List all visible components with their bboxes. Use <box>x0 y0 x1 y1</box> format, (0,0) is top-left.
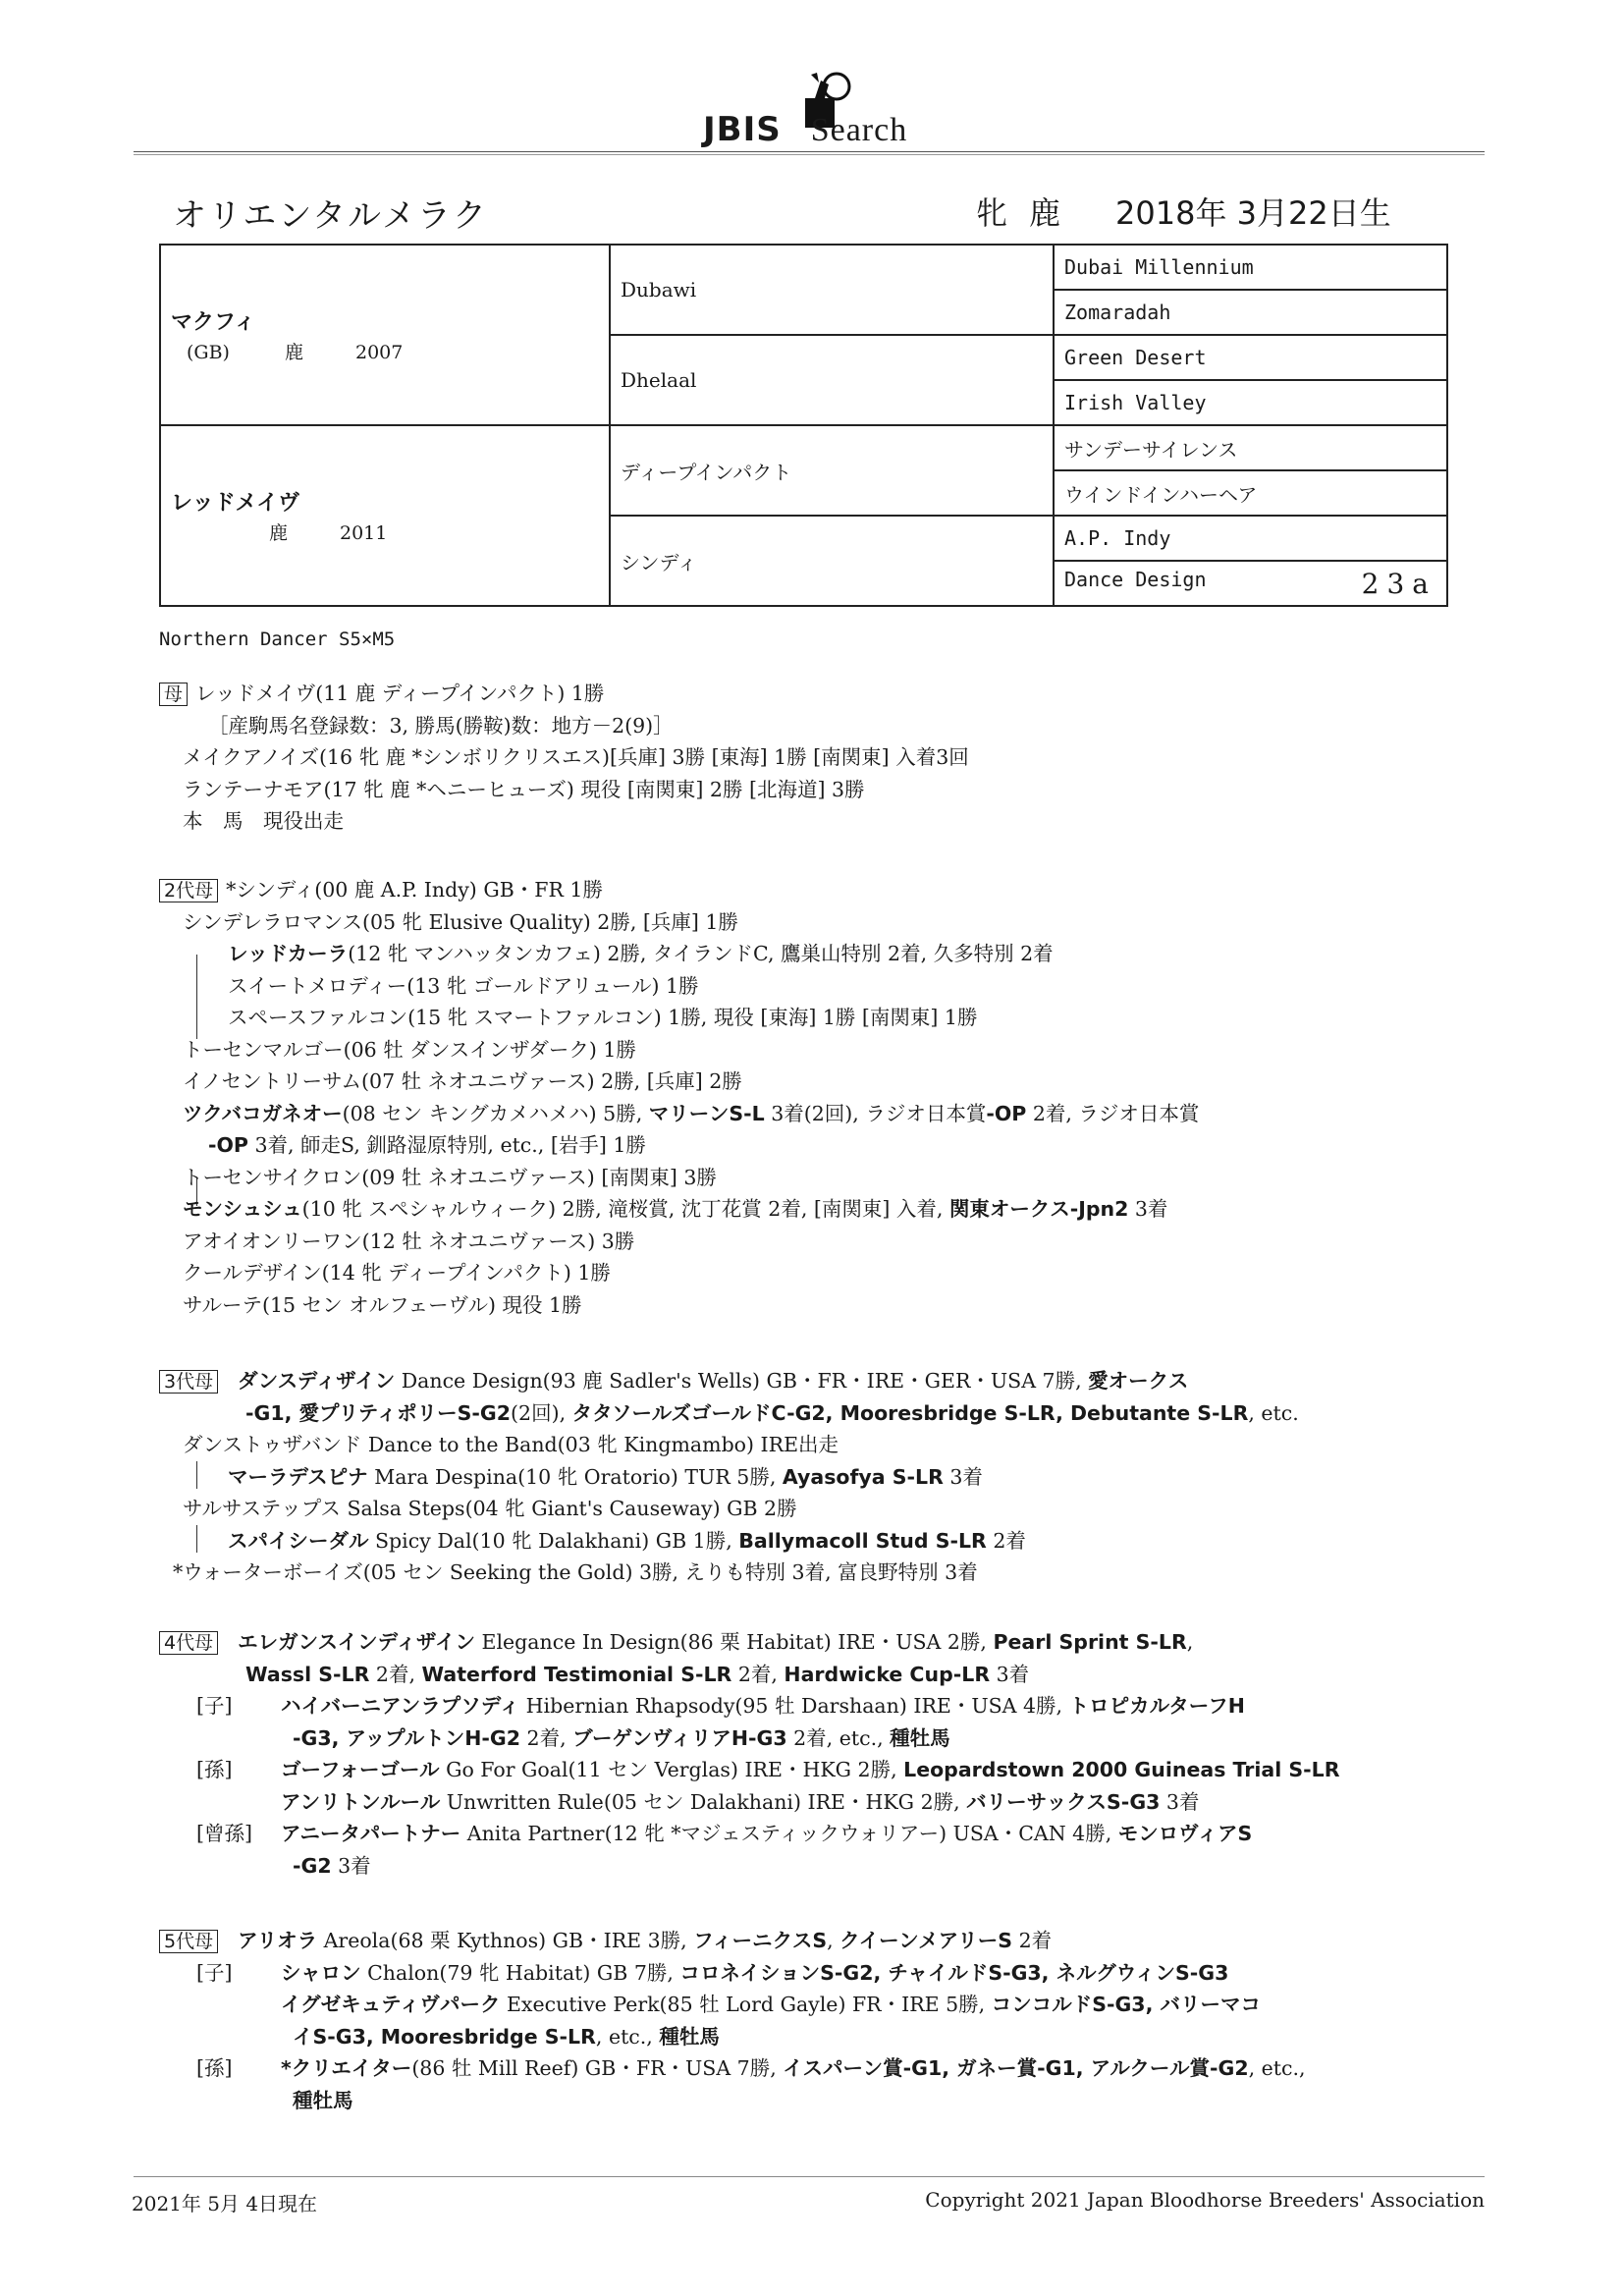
record-text: , etc., <box>595 2024 660 2049</box>
bold-horse-name: ハイバーニアンラプソディ <box>281 1694 520 1718</box>
record-text: 2着, etc., <box>786 1725 891 1750</box>
ggp-8 <box>1054 561 1447 606</box>
offspring-line: スイートメロディー(13 牝 ゴールドアリュール) 1勝 <box>228 973 699 998</box>
ggp-5: サンデーサイレンス <box>1054 425 1447 470</box>
race-name: Hardwicke Cup-LR <box>784 1662 991 1686</box>
ggp-8-name: Dance Design <box>1064 567 1207 591</box>
offspring-line: イノセントリーサム(07 牡 ネオユニヴァース) 2勝, [兵庫] 2勝 <box>183 1069 742 1093</box>
horse-dob: 2018年 3月22日生 <box>1115 194 1391 232</box>
race-name: クイーンメアリーS <box>839 1929 1013 1952</box>
section-tag: 3代母 <box>159 1370 218 1394</box>
offspring-line: トーセンサイクロン(09 牡 ネオユニヴァース) [南関東] 3勝 <box>183 1165 717 1189</box>
record-text: , <box>827 1929 840 1952</box>
race-name: Wassl S-LR <box>245 1662 370 1686</box>
race-name: Ballymacoll Stud S-LR <box>738 1528 987 1553</box>
stallion-note: 種牡馬 <box>659 2024 720 2049</box>
header-divider <box>134 151 1485 155</box>
record-text: Dance Design(93 鹿 Sadler's Wells) GB・FR・IRE・GER・USA 7勝, <box>395 1369 1089 1393</box>
race-name: フィーニクスS <box>693 1929 828 1952</box>
record-text: Go For Goal(11 セン Verglas) IRE・HKG 2勝, <box>439 1758 904 1781</box>
third-dam-line <box>159 1365 1299 1397</box>
race-name: -G3, アップルトンH-G2 <box>293 1725 521 1750</box>
race-grade: -OP <box>986 1101 1027 1125</box>
section-third-dam <box>159 1365 1299 1589</box>
race-grade: -G2 <box>293 1853 332 1878</box>
offspring-line <box>159 1525 1299 1558</box>
sibling-line: メイクアノイズ(16 牝 鹿 *シンボリクリスエス)[兵庫] 3勝 [東海] 1勝 [南関東] 入着3回 <box>183 745 969 769</box>
record-text: 2着, <box>369 1662 422 1686</box>
descendant-line <box>159 1989 1306 2021</box>
record-continued <box>159 1850 1340 1883</box>
race-name: タタソールズゴールドC-G2, Mooresbridge S-LR, Debutante S-LR <box>571 1400 1249 1425</box>
ggp-7: A.P. Indy <box>1054 516 1447 561</box>
offspring-line: サルーテ(15 セン オルフェーヴル) 現役 1勝 <box>183 1292 582 1317</box>
section-tag: 2代母 <box>159 879 218 902</box>
bold-horse-name: ゴーフォーゴール <box>281 1758 440 1781</box>
sire-details <box>171 338 599 364</box>
record-text: 2着, ラジオ日本賞 <box>1026 1101 1200 1125</box>
sire-name: マクフィ <box>171 310 256 335</box>
dam-record: レッドメイヴ(11 鹿 ディープインパクト) 1勝 <box>195 682 605 705</box>
race-name: コロネイションS-G2, チャイルドS-G3, ネルグウィンS-G3 <box>679 1960 1229 1985</box>
bold-horse-name: イグゼキュティヴパーク <box>281 1993 501 2016</box>
record-text: 3着 <box>1160 1789 1200 1814</box>
bold-horse-name: エレガンスインディザイン <box>238 1630 475 1654</box>
record-text: Hibernian Rhapsody(95 牡 Darshaan) IRE・USA 4勝, <box>519 1694 1069 1718</box>
record-text: , etc. <box>1248 1400 1299 1425</box>
section-fourth-dam <box>159 1626 1340 1882</box>
horse-name: オリエンタルメラク <box>173 196 488 236</box>
offspring-line: シンデレラロマンス(05 牝 Elusive Quality) 2勝, [兵庫] 1勝 <box>183 909 738 934</box>
bold-horse-name: シャロン <box>281 1960 361 1985</box>
record-text: 3着(2回), ラジオ日本賞 <box>764 1101 987 1125</box>
record-text: 2着, <box>731 1662 785 1686</box>
bold-horse-name: アンリトンルール <box>281 1789 441 1814</box>
pedigree-table <box>159 244 1448 607</box>
record-continued <box>159 1722 1340 1755</box>
record-continued <box>159 1397 1299 1430</box>
jbis-search-logo <box>703 71 939 149</box>
bold-horse-name: スパイシーダル <box>228 1528 369 1553</box>
offspring-line: アオイオンリーワン(12 牡 ネオユニヴァース) 3勝 <box>183 1229 635 1253</box>
record-text: Areola(68 栗 Kythnos) GB・IRE 3勝, <box>317 1929 694 1952</box>
ggp-1: Dubai Millennium <box>1054 245 1447 290</box>
offspring-line <box>159 1129 1199 1162</box>
record-text: 3着 <box>943 1464 983 1489</box>
offspring-line: トーセンマルゴー(06 牡 ダンスインザダーク) 1勝 <box>183 1037 636 1062</box>
offspring-line: サルサステップス Salsa Steps(04 牝 Giant's Causeway) GB 2勝 <box>183 1497 797 1520</box>
inbreeding-note: Northern Dancer S5×M5 <box>159 629 396 650</box>
stallion-note: 種牡馬 <box>890 1725 950 1750</box>
section-fifth-dam <box>159 1925 1306 2116</box>
sibling-line: ランテーナモア(17 牝 鹿 *ヘニーヒューズ) 現役 [南関東] 2勝 [北海道] 3勝 <box>183 777 865 801</box>
race-name: トロピカルターフH <box>1068 1694 1245 1718</box>
dam-line <box>159 678 969 710</box>
generation-prefix: [子] <box>196 1960 233 1985</box>
bold-horse-name: レッドカーラ <box>228 942 349 965</box>
record-text: 2着 <box>1012 1929 1053 1952</box>
ggp-2: Zomaradah <box>1054 290 1447 335</box>
dam-sire-cell: ディープインパクト <box>610 425 1054 516</box>
race-name: バリーサックスS-G3 <box>966 1789 1161 1814</box>
section-second-dam <box>159 874 1199 1321</box>
record-text: , <box>1186 1630 1194 1654</box>
offspring-line: *ウォーターボーイズ(05 セン Seeking the Gold) 3勝, えりも特別 3着, 富良野特別 3着 <box>173 1560 978 1584</box>
descendant-line <box>159 2052 1306 2085</box>
record-text: (12 牝 マンハッタンカフェ) 2勝, タイランドC, 鷹巣山特別 2着, 久多特別 2着 <box>348 942 1054 965</box>
bold-horse-name: ツクバコガネオー <box>183 1101 343 1125</box>
generation-prefix: [子] <box>196 1694 233 1718</box>
sire-country: (GB) <box>187 342 230 363</box>
race-name: 愛オークス <box>1088 1369 1189 1393</box>
second-dam-record: *シンディ(00 鹿 A.P. Indy) GB・FR 1勝 <box>226 878 603 902</box>
record-text: Elegance In Design(86 栗 Habitat) IRE・USA 2勝, <box>475 1630 994 1654</box>
section-tag: 母 <box>159 683 188 706</box>
sire-year: 2007 <box>355 342 404 363</box>
record-text: (86 牡 Mill Reef) GB・FR・USA 7勝, <box>411 2056 784 2080</box>
record-text: (08 セン キングカメハメハ) 5勝, <box>342 1101 649 1125</box>
record-text: Spicy Dal(10 牝 Dalakhani) GB 1勝, <box>368 1528 739 1553</box>
generation-prefix: [孫] <box>196 1758 233 1781</box>
race-name: Leopardstown 2000 Guineas Trial S-LR <box>903 1758 1340 1781</box>
race-name: マリーンS-L <box>648 1101 765 1125</box>
generation-prefix: [曾孫] <box>196 1822 252 1845</box>
bold-horse-name: アニータパートナー <box>281 1822 461 1845</box>
offspring-line <box>159 1098 1199 1130</box>
race-name: Ayasofya S-LR <box>782 1464 944 1489</box>
offspring-line <box>159 938 1199 970</box>
dam-details <box>171 519 599 545</box>
bold-horse-name: モンシュシュ <box>183 1197 302 1221</box>
record-text: 3着 <box>990 1662 1030 1686</box>
dam-produce-summary: ［産駒馬名登録数：3, 勝馬(勝鞍)数：地方－2(9)］ <box>208 713 674 738</box>
record-text: 3着 <box>331 1853 371 1878</box>
dam-year: 2011 <box>340 522 388 544</box>
ggp-3: Green Desert <box>1054 335 1447 380</box>
descendant-line <box>159 1690 1340 1722</box>
record-text: (10 牝 スペシャルウィーク) 2勝, 滝桜賞, 沈丁花賞 2着, [南関東] 入着, <box>301 1197 949 1221</box>
race-name: コンコルドS-G3, バリーマコ <box>991 1993 1261 2016</box>
record-text: (2回), <box>511 1400 572 1425</box>
bold-horse-name: アリオラ <box>238 1929 318 1952</box>
record-text: 3着, 師走S, 釧路湿原特別, etc., [岩手] 1勝 <box>247 1133 646 1157</box>
offspring-line: クールデザイン(14 牝 ディープインパクト) 1勝 <box>183 1261 611 1285</box>
bold-horse-name: *クリエイター <box>281 2056 412 2080</box>
copyright: Copyright 2021 Japan Bloodhorse Breeders' Association <box>925 2188 1485 2212</box>
race-grade: -OP <box>208 1133 248 1157</box>
fourth-dam-line <box>159 1626 1340 1659</box>
bold-horse-name: ダンスディザイン <box>238 1369 396 1393</box>
record-text: , etc., <box>1248 2056 1306 2080</box>
race-name: イスパーン賞-G1, ガネー賞-G1, アルクール賞-G2 <box>783 2056 1249 2080</box>
offspring-line: スペースファルコン(15 牝 スマートファルコン) 1勝, 現役 [東海] 1勝 [南関東] 1勝 <box>228 1006 978 1029</box>
sire-dam-cell: Dhelaal <box>610 335 1054 425</box>
sire-sire-cell: Dubawi <box>610 245 1054 335</box>
dam-cell <box>160 425 610 606</box>
generation-prefix: [孫] <box>196 2056 233 2080</box>
record-continued <box>159 2021 1306 2053</box>
offspring-line <box>159 1461 1299 1494</box>
fifth-dam-line <box>159 1925 1306 1957</box>
ggp-4: Irish Valley <box>1054 380 1447 425</box>
as-of-date: 2021年 5月 4日現在 <box>132 2192 318 2215</box>
record-text: Unwritten Rule(05 セン Dalakhani) IRE・HKG 2勝, <box>440 1789 967 1814</box>
logo-search: Search <box>810 112 908 148</box>
race-name: ブーゲンヴィリアH-G3 <box>572 1725 787 1750</box>
race-name: モンロヴィアS <box>1117 1822 1253 1845</box>
descendant-line <box>159 1786 1340 1819</box>
dam-name: レッドメイヴ <box>171 491 300 516</box>
race-name: Waterford Testimonial S-LR <box>421 1662 732 1686</box>
sire-cell <box>160 245 610 425</box>
race-name: 関東オークス-Jpn2 <box>948 1197 1129 1221</box>
race-name: Pearl Sprint S-LR <box>993 1630 1187 1654</box>
family-code: 23a <box>1361 567 1436 600</box>
horse-color: 鹿 <box>1029 194 1061 232</box>
record-text: 2着, <box>520 1725 573 1750</box>
bold-horse-name: マーラデスピナ <box>228 1464 368 1489</box>
record-text: 3着 <box>1128 1197 1168 1221</box>
descendant-line <box>159 1754 1340 1786</box>
second-dam-line <box>159 874 1199 906</box>
race-name: イS-G3, Mooresbridge S-LR <box>293 2024 596 2049</box>
record-text: Executive Perk(85 牡 Lord Gayle) FR・IRE 5勝, <box>500 1993 992 2016</box>
horse-sex: 牝 <box>976 194 1008 232</box>
race-name: -G1, 愛プリティポリーS-G2 <box>245 1400 512 1425</box>
offspring-line <box>159 1193 1199 1226</box>
horse-meta <box>976 189 1413 234</box>
section-dam <box>159 678 969 838</box>
footer-divider <box>134 2176 1485 2177</box>
section-tag: 5代母 <box>159 1930 218 1953</box>
record-text: Chalon(79 牝 Habitat) GB 7勝, <box>360 1960 680 1985</box>
self-line: 本 馬 現役出走 <box>183 809 344 833</box>
sire-color: 鹿 <box>285 342 304 363</box>
offspring-line: ダンストゥザバンド Dance to the Band(03 牝 Kingmambo) IRE出走 <box>183 1433 839 1456</box>
logo-text <box>703 110 907 149</box>
record-continued <box>159 1659 1340 1691</box>
dam-dam-cell: シンディ <box>610 516 1054 606</box>
descendant-line <box>159 1957 1306 1990</box>
record-text: Mara Despina(10 牝 Oratorio) TUR 5勝, <box>367 1464 783 1489</box>
record-text: 2着 <box>986 1528 1026 1553</box>
section-tag: 4代母 <box>159 1631 218 1655</box>
descendant-line <box>159 1818 1340 1850</box>
dam-color: 鹿 <box>269 522 289 544</box>
record-text: Anita Partner(12 牝 *マジェスティックウォリアー) USA・CAN 4勝, <box>460 1822 1118 1845</box>
logo-jbis: JBIS <box>703 110 782 149</box>
ggp-6: ウインドインハーヘア <box>1054 470 1447 516</box>
stallion-note: 種牡馬 <box>293 2088 353 2112</box>
